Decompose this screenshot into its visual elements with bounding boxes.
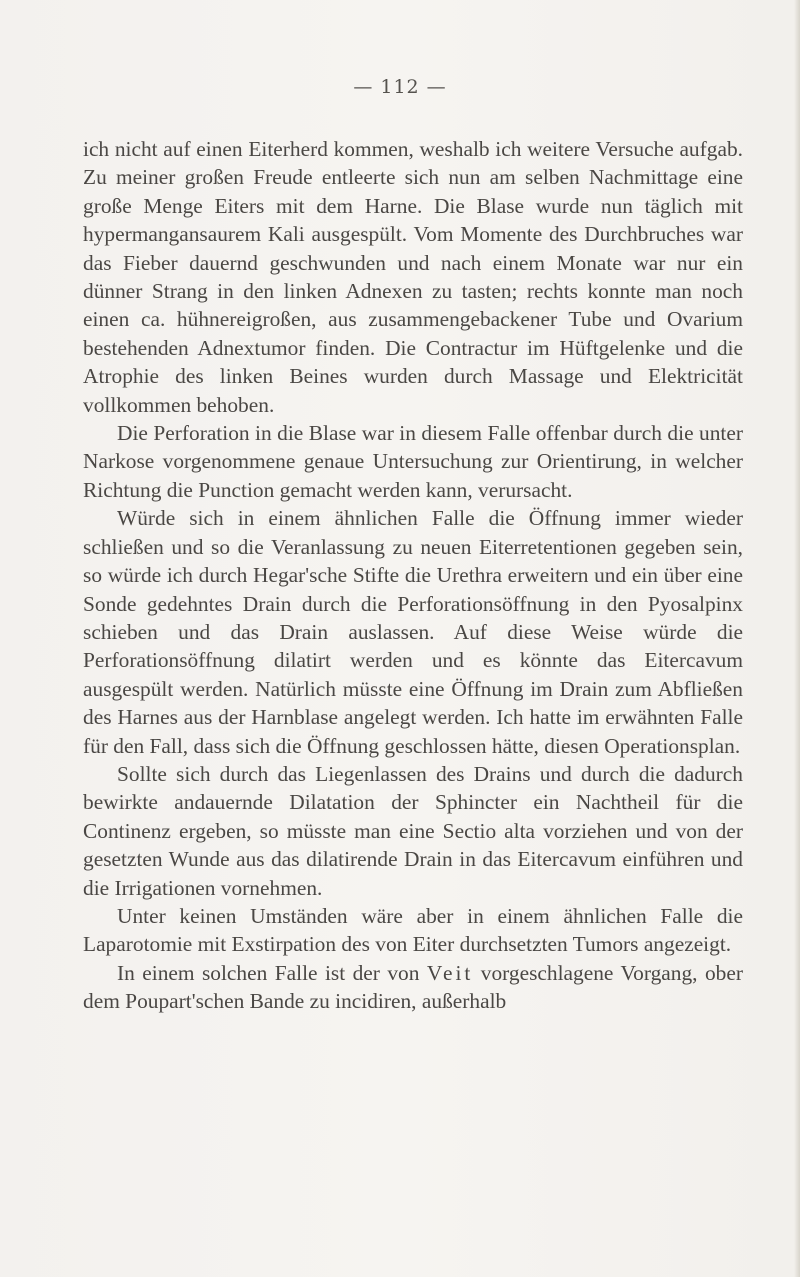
paragraph-2: Die Perforation in die Blase war in diesem Falle offenbar durch die unter Narkose vorgenommene genaue Untersuchung zur Orientirung, in welcher Richtung die Punction gemacht werden kann, verursacht. xyxy=(83,421,743,502)
paragraph-3: Würde sich in einem ähnlichen Falle die Öffnung immer wieder schließen und so die Veranlassung zu neuen Eiterretentionen gegeben sein, so würde ich durch Hegar'sche Stifte die Urethra erweitern und ein über eine Sonde gedehntes Drain durch die Perforationsöffnung in den Pyosalpinx schieben und das Drain auslassen. Auf diese Weise würde die Perforationsöffnung dilatirt werden und es könnte das Eitercavum ausgespült werden. Natürlich müsste eine Öffnung im Drain zum Abfließen des Harnes aus der Harnblase angelegt werden. Ich hatte im erwähnten Falle für den Fall, dass sich die Öffnung geschlossen hätte, diesen Operationsplan. xyxy=(83,506,743,758)
author-name-veit: Veit xyxy=(426,960,474,985)
page-number: — 112 — xyxy=(353,76,447,98)
body-text xyxy=(83,135,743,1016)
paragraph-6 xyxy=(83,959,743,1016)
page-edge-shadow xyxy=(794,0,800,1277)
paragraph-5: Unter keinen Umständen wäre aber in einem ähnlichen Falle die Laparotomie mit Exstirpation des von Eiter durchsetzten Tumors angezeigt. xyxy=(83,903,743,957)
paragraph-6-start: In einem solchen Falle ist der von xyxy=(117,960,427,985)
paragraph-1: ich nicht auf einen Eiterherd kommen, weshalb ich weitere Versuche aufgab. Zu meiner großen Freude entleerte sich nun am selben Nachmittage eine große Menge Eiters mit dem Harne. Die Blase wurde nun täglich mit hypermangansaurem Kali ausgespült. Vom Momente des Durchbruches war das Fieber dauernd geschwunden und nach einem Monate war nur ein dünner Strang in den linken Adnexen zu tasten; rechts konnte man noch einen ca. hühnereigroßen, aus zusammengebackener Tube und Ovarium bestehenden Adnextumor finden. Die Contractur im Hüftgelenke und die Atrophie des linken Beines wurden durch Massage und Elektricität vollkommen behoben. xyxy=(83,137,743,417)
paragraph-6-end: vorgeschlagene Vorgang, ober dem Poupart'schen Bande zu incidiren, außerhalb xyxy=(83,960,743,1014)
paragraph-4: Sollte sich durch das Liegenlassen des Drains und durch die dadurch bewirkte andauernde Dilatation der Sphincter ein Nachtheil für die Continenz ergeben, so müsste man eine Sectio alta vorziehen und von der gesetzten Wunde aus das dilatirende Drain in das Eitercavum einführen und die Irrigationen vornehmen. xyxy=(83,761,743,900)
